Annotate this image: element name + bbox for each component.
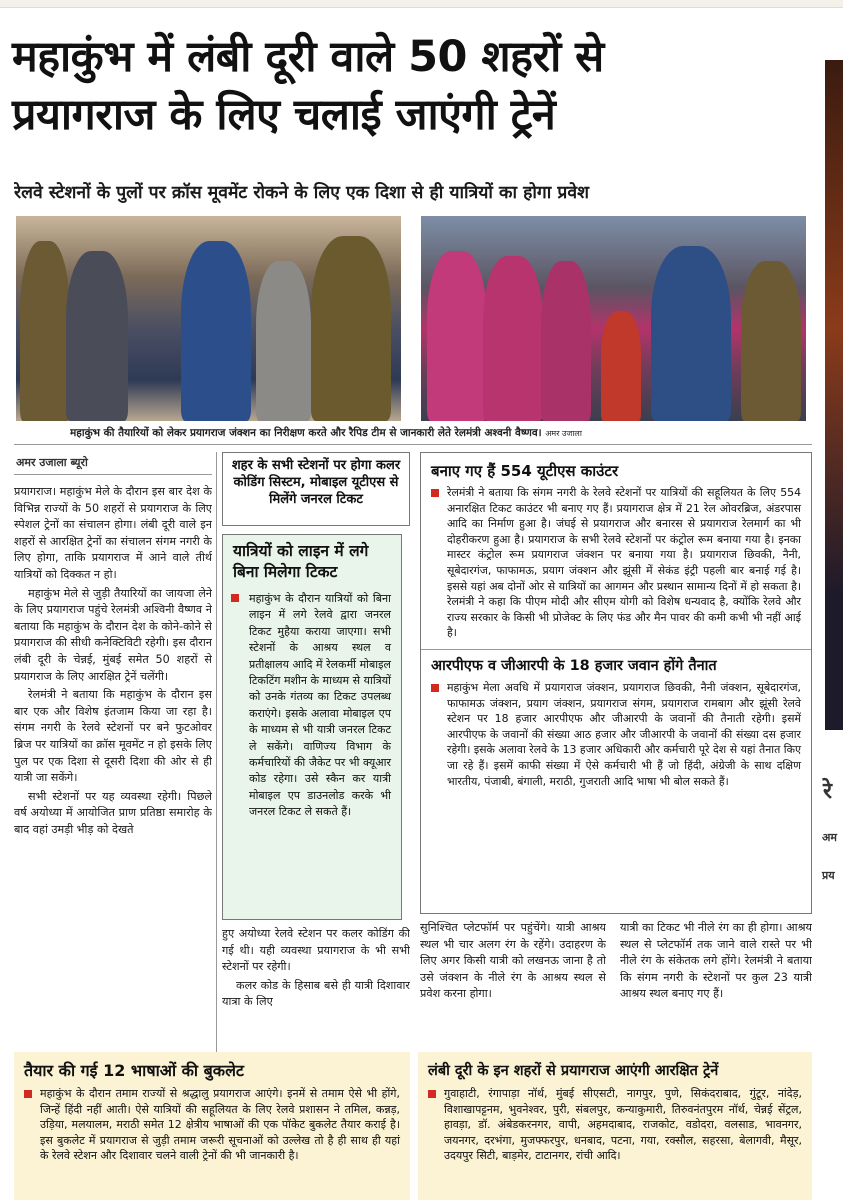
booklet-text-wrap <box>14 1086 410 1164</box>
headline-line-2: प्रयागराज के लिए चलाई जाएंगी ट्रेनें <box>12 90 556 140</box>
uts-counter-title: बनाए गए हैं 554 यूटीएस काउंटर <box>431 462 619 480</box>
adjacent-text: रे <box>823 779 832 804</box>
bullet-icon <box>428 1090 436 1098</box>
paragraph: यात्री का टिकट भी नीले रंग का ही होगा। आश्रय स्थल से प्लेटफॉर्म तक जाने वाले रास्ते पर भी नीले रंग के संकेतक लगे होंगे। रेलमंत्री ने बताया कि संगम नगरी के स्टेशनों पर कुल 23 यात्री आश्रय स्थल बनाए गए हैं। <box>620 921 812 1001</box>
paragraph: सुनिश्चित प्लेटफॉर्म पर पहुंचेंगे। यात्री आश्रय स्थल भी चार अलग रंग के रहेंगे। उदाहरण के लिए अगर किसी यात्री को लखनऊ जाना है तो उसे जंक्शन के नीले रंग के आश्रय स्थल से प्रवेश करना होगा। <box>420 921 606 1001</box>
trains-text-wrap <box>418 1086 812 1164</box>
photo-figure <box>20 241 70 421</box>
paragraph: सभी स्टेशनों पर यह व्यवस्था रहेगी। पिछले वर्ष अयोध्या में आयोजित प्राण प्रतिष्ठा समारोह के बाद वहां उमड़ी भीड़ को देखते <box>14 789 212 836</box>
photo-figure <box>66 251 128 421</box>
bullet-icon <box>231 594 239 602</box>
caption-credit: अमर उजाला <box>545 429 582 438</box>
photo-figure <box>483 256 543 421</box>
column-3 <box>420 920 606 1070</box>
adjacent-text: प्रय <box>822 869 835 882</box>
photo-caption <box>70 426 810 440</box>
trains-text: गुवाहाटी, रंगापाड़ा नॉर्थ, मुंबई सीएसटी, नागपुर, पुणे, सिकंदराबाद, गुंटूर, नांदेड़, विशाखापट्टनम, भुवनेश्वर, पुरी, संबलपुर, कन्याकुमारी, तिरुवनंतपुरम नॉर्थ, चेन्नई सेंट्रल, हावड़ा, डॉ. अंबेडकरनगर, वापी, अहमदाबाद, राजकोट, वडोदरा, वलसाड, भावनगर, जयनगर, दरभंगा, मुजफ्फरपुर, धनबाद, पटना, गया, रक्सौल, सहरसा, बेलागवी, मैसूर, उदयपुर सिटी, बाड़मेर, टाटानगर, रांची आदि। <box>444 1087 802 1163</box>
uts-counter-text: रेलमंत्री ने बताया कि संगम नगरी के रेलवे स्टेशनों पर यात्रियों की सहूलियत के लिए 554 अनारक्षित टिकट काउंटर भी बनाए गए हैं। प्रयागराज क्षेत्र में 21 रेल ओवरब्रिज, अंडरपास आदि का निर्माण हुआ है। जंघई से प्रयागराज और बनारस से प्रयागराज रेलमार्ग का भी दोहरीकरण हुआ है। प्रयागराज के सभी रेलवे स्टेशनों पर कंट्रोल रूम बनाया गया है। इनका मास्टर कंट्रोल रूम प्रयागराज जंक्शन पर बनाया गया है। प्रयागराज छिवकी, नैनी, सूबेदारगंज, फाफामऊ, प्रयाग जंक्शन और झूंसी में सेकंड इंट्री पहली बार बनाई गई है। इससे यहां अब दोनों ओर से यात्रियों का आगमन और प्रस्थान सामान्य दिनों में हो सकता है। रेलमंत्री ने कहा कि पीएम मोदी और सीएम योगी को विशेष धन्यवाद है, क्योंकि रेलवे और राज्य सरकार के किसी भी प्रोजेक्ट के लिए फंड और मैन पावर की कमी कभी भी नहीं आई है। <box>447 486 801 640</box>
paragraph: कलर कोड के हिसाब बसे ही यात्री दिशावार यात्रा के लिए <box>222 978 410 1009</box>
highlight-box-title: शहर के सभी स्टेशनों पर होगा कलर कोडिंग सिस्टम, मोबाइल यूटीएस से मिलेंगे जनरल टिकट <box>231 458 401 507</box>
uts-counter-text-wrap <box>421 485 811 641</box>
caption-text: महाकुंभ की तैयारियों को लेकर प्रयागराज जंक्शन का निरीक्षण करते और रैपिड टीम से जानकारी लेते रेलमंत्री अश्वनी वैष्णव। <box>70 427 542 439</box>
adjacent-photo <box>825 60 843 730</box>
trains-box <box>418 1052 812 1200</box>
info-box <box>420 452 812 914</box>
bullet-icon <box>24 1090 32 1098</box>
booklet-box <box>14 1052 410 1200</box>
paragraph: हुए अयोध्या रेलवे स्टेशन पर कलर कोडिंग की गई थी। यही व्यवस्था प्रयागराज के भी सभी स्टेशनों पर रहेगी। <box>222 927 410 974</box>
divider <box>14 444 812 445</box>
photo-figure <box>181 241 251 421</box>
bullet-icon <box>431 489 439 497</box>
adjacent-text: अम <box>822 831 837 844</box>
ticket-box-text: महाकुंभ के दौरान यात्रियों को बिना लाइन में लगे रेलवे द्वारा जनरल टिकट मुहैया कराया जाएगा। सभी स्टेशनों के आश्रय स्थल व प्रतीक्षालय आदि में रेलकर्मी मोबाइल टिकटिंग मशीन के माध्यम से यात्रियों को उनके गंतव्य का टिकट उपलब्ध कराएंगे। इसके अलावा मोबाइल एप के माध्यम से भी यात्री जनरल टिकट ले सकेंगे। वाणिज्य विभाग के कर्मचारियों की जैकेट पर भी क्यूआर कोड रहेगा। उसे स्कैन कर यात्री मोबाइल एप डाउनलोड करके भी जनरल टिकट ले सकते हैं। <box>249 592 391 819</box>
photo-rapid-team <box>421 216 806 421</box>
ticket-box-title: यात्रियों को लाइन में लगे बिना मिलेगा टिकट <box>233 542 369 581</box>
headline <box>12 28 812 144</box>
column-4 <box>620 920 812 1070</box>
booklet-text: महाकुंभ के दौरान तमाम राज्यों से श्रद्धालु प्रयागराज आएंगे। इनमें से तमाम ऐसे भी होंगे, जिन्हें हिंदी नहीं आती। ऐसे यात्रियों की सहूलियत के लिए रेलवे प्रशासन ने तमिल, कन्नड़, उड़िया, मलयालम, मराठी समेत 12 क्षेत्रीय भाषाओं की एक पॉकेट बुकलेट तैयार कराई है। इस बुकलेट में प्रयागराज से जुड़ी तमाम जरूरी सूचनाओं को उल्लेख तो है ही साथ ही यहां के रेलवे स्टेशन और दिशावार चलने वाली ट्रेनों की भी जानकारी है। <box>40 1087 400 1163</box>
column-divider <box>216 452 217 1080</box>
bullet-icon <box>431 684 439 692</box>
ticket-box-text-wrap <box>223 589 401 821</box>
photo-figure <box>256 261 311 421</box>
paragraph: महाकुंभ मेले से जुड़ी तैयारियों का जायजा लेने के लिए प्रयागराज पहुंचे रेलमंत्री अश्विनी वैष्णव ने बताया कि महाकुंभ के दौरान देश के कोने-कोने से प्रयागराज की सीधी कनेक्टिविटी रहेगी। इस दौरान लंबी दूरी के चेन्नई, मुंबई समेत 50 शहरों से प्रयागराज के लिए आरक्षित ट्रेनें चलेंगी। <box>14 586 212 683</box>
adjacent-page-strip <box>815 30 843 1200</box>
ticket-box <box>222 534 402 920</box>
photo-inspection <box>16 216 401 421</box>
photo-figure <box>741 261 801 421</box>
paragraph: रेलमंत्री ने बताया कि महाकुंभ के दौरान इस बार एक और विशेष इंतजाम किया जा रहा है। संगम नगरी के रेलवे स्टेशनों पर बने फुटओवर ब्रिज पर यात्रियों का क्रॉस मूवमेंट न हो इसके लिए पुल पर एक दिशा से दूसरी दिशा की ओर से ही यात्री जा सकेंगे। <box>14 688 212 785</box>
divider <box>14 474 212 475</box>
divider <box>421 649 811 650</box>
booklet-title: तैयार की गई 12 भाषाओं की बुकलेट <box>24 1061 244 1080</box>
headline-line-1: महाकुंभ में लंबी दूरी वाले 50 शहरों से <box>12 32 604 82</box>
highlight-box <box>222 452 410 526</box>
photo-figure <box>541 261 591 421</box>
paragraph: प्रयागराज। महाकुंभ मेले के दौरान इस बार देश के विभिन्न राज्यों के 50 शहरों से प्रयागराज के लिए स्पेशल ट्रेनों का संचालन होगा। लंबी दूरी वाले इन शहरों से आरक्षित ट्रेनों का संचालन संगम नगरी के लिए होगा, ताकि प्रयागराज में आने वाले तीर्थ यात्रियों को दिक्कत न हो। <box>14 485 212 581</box>
photo-figure <box>427 251 487 421</box>
column-1 <box>14 484 212 1074</box>
byline: अमर उजाला ब्यूरो <box>16 456 88 469</box>
security-text-wrap <box>421 680 811 789</box>
photo-figure <box>651 246 731 421</box>
trains-title: लंबी दूरी के इन शहरों से प्रयागराज आएंगी आरक्षित ट्रेनें <box>428 1063 719 1079</box>
security-title: आरपीएफ व जीआरपी के 18 हजार जवान होंगे तैनात <box>431 657 717 674</box>
top-strip <box>0 0 843 8</box>
photo-figure <box>311 236 391 421</box>
subheadline: रेलवे स्टेशनों के पुलों पर क्रॉस मूवमेंट रोकने के लिए एक दिशा से ही यात्रियों का होगा प्रवेश <box>14 183 589 203</box>
photo-figure <box>601 311 641 421</box>
security-text: महाकुंभ मेला अवधि में प्रयागराज जंक्शन, प्रयागराज छिवकी, नैनी जंक्शन, सूबेदारगंज, फाफामऊ जंक्शन, प्रयाग जंक्शन, प्रयागराज संगम, प्रयागराज रामबाग और झूंसी रेलवे स्टेशन पर 18 हजार आरपीएफ और जीआरपी के जवानों की तैनाती रहेगी। इसमें आरपीएफ के जवानों की संख्या आठ हजार और जीआरपी के जवानों की संख्या दस हजार रहेगी। इसके अलावा रेलवे के 13 हजार अधिकारी और कर्मचारी पूरे देश से यहां तैनात किए जा रहे हैं। इसमें काफी संख्या में ऐसे कर्मचारी भी हैं जो हिंदी, अंग्रेजी के साथ दक्षिण भारतीय, पंजाबी, बंगाली, मराठी, गुजराती आदि भाषा भी बोल सकते हैं। <box>447 680 801 788</box>
